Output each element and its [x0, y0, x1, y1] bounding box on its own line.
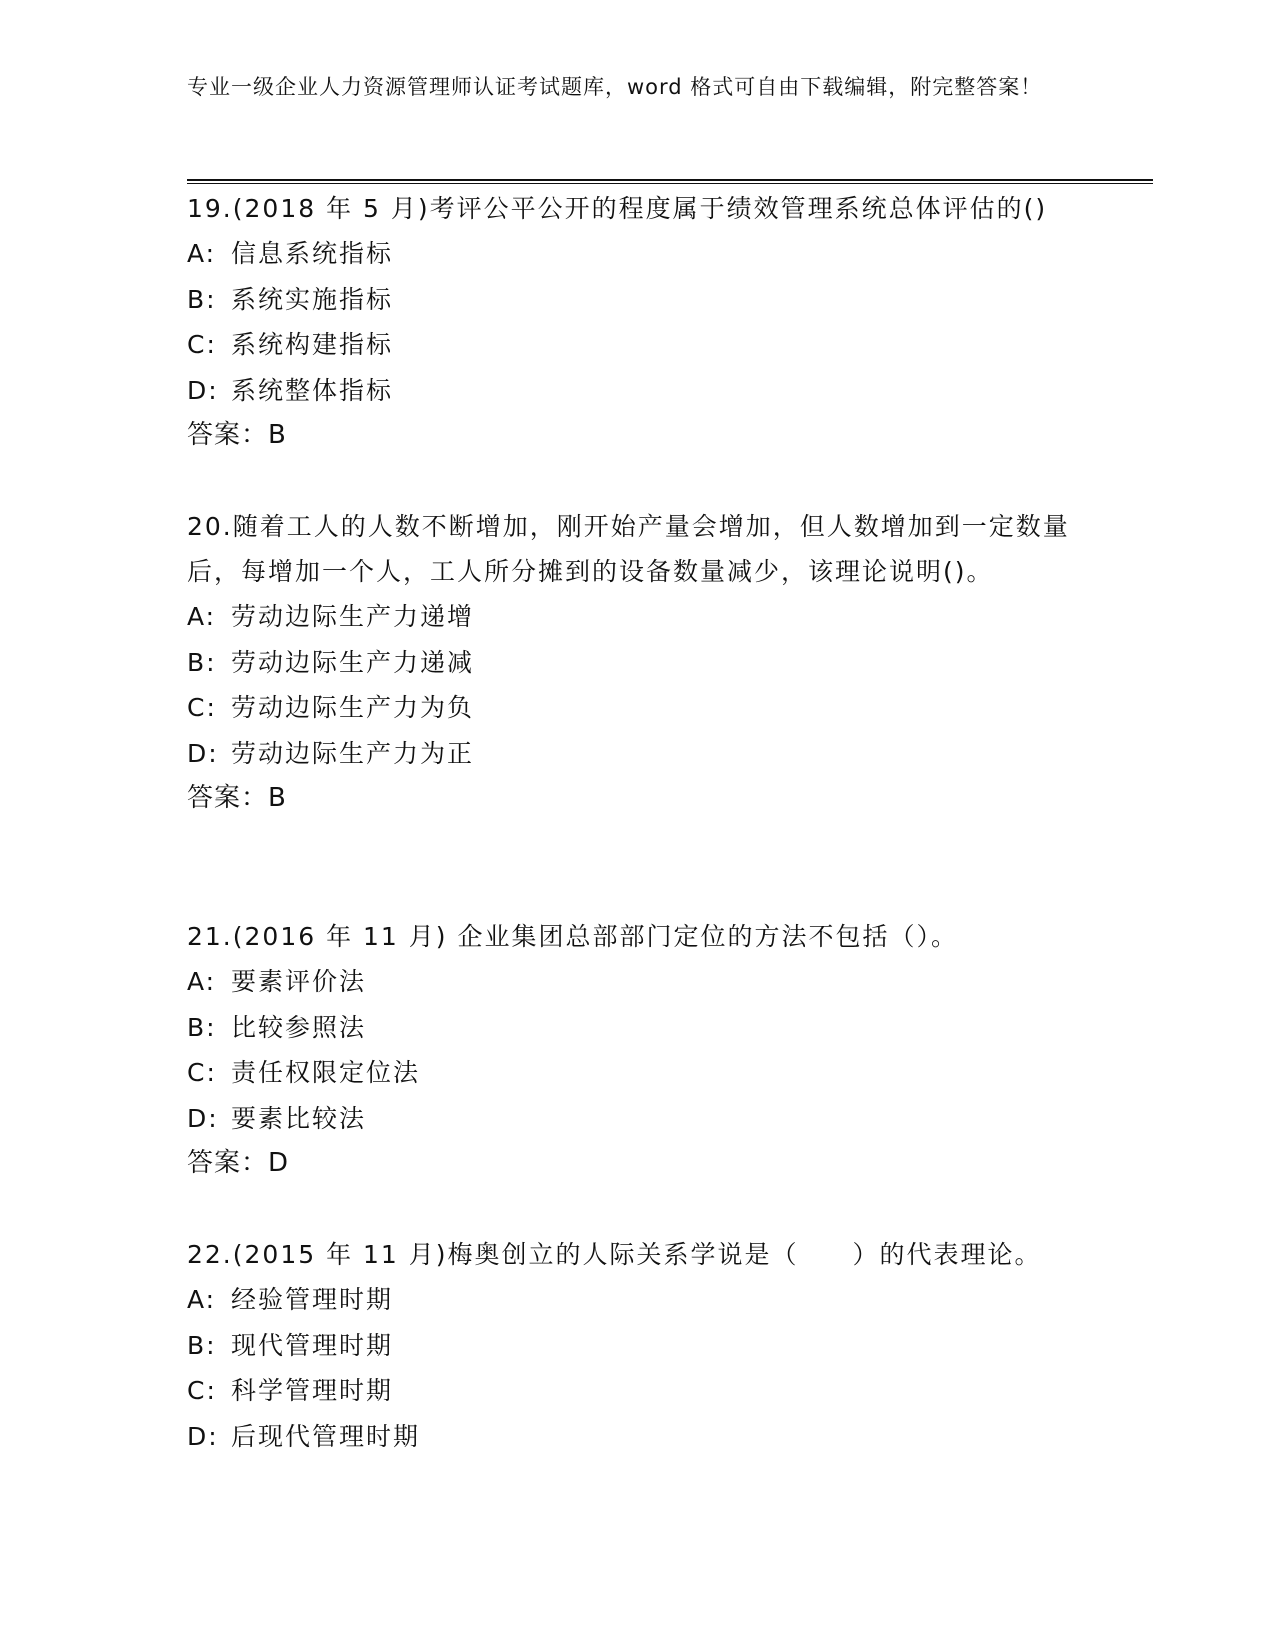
option-text: 劳动边际生产力为负 [231, 693, 475, 722]
question-21 [187, 914, 1087, 1186]
header-text: 专业一级企业人力资源管理师认证考试题库，word 格式可自由下载编辑，附完整答案！ [187, 75, 1043, 99]
question-22 [187, 1232, 1087, 1459]
option-text: 劳动边际生产力递减 [231, 647, 475, 677]
option-key: A: [187, 967, 217, 996]
option-key: A: [187, 1285, 217, 1314]
option-key: A: [187, 239, 217, 268]
answer-label: 答案：B [187, 420, 287, 450]
question-19 [187, 186, 1087, 458]
option-b [187, 277, 1087, 323]
option-text: 劳动边际生产力为正 [231, 738, 475, 768]
answer-label: 答案：B [187, 783, 287, 813]
option-key: B: [187, 284, 217, 314]
option-text: 后现代管理时期 [231, 1421, 421, 1451]
option-text: 经验管理时期 [231, 1285, 394, 1314]
option-text: 要素评价法 [231, 967, 367, 996]
option-b [187, 1005, 1087, 1051]
option-d [187, 1096, 1087, 1142]
option-text: 系统实施指标 [231, 284, 394, 314]
question-stem: 20.随着工人的人数不断增加，刚开始产量会增加，但人数增加到一定数量后，每增加一个人，工人所分摊到的设备数量减少，该理论说明()。 [187, 512, 1070, 586]
option-key: C: [187, 693, 217, 722]
option-text: 系统构建指标 [231, 330, 394, 359]
option-key: D: [187, 375, 219, 405]
option-c [187, 685, 1087, 731]
option-key: B: [187, 1012, 217, 1042]
answer-label: 答案：D [187, 1148, 290, 1178]
option-key: D: [187, 738, 219, 768]
option-text: 劳动边际生产力递增 [231, 602, 475, 631]
option-d [187, 368, 1087, 414]
question-20 [187, 504, 1087, 821]
question-stem: 22.(2015 年 11 月)梅奥创立的人际关系学说是（ ）的代表理论。 [187, 1240, 1042, 1269]
option-a [187, 959, 1087, 1005]
option-key: D: [187, 1103, 219, 1133]
option-a [187, 231, 1087, 277]
option-key: B: [187, 647, 217, 677]
option-c [187, 1050, 1087, 1096]
document-header [187, 72, 1067, 103]
option-text: 信息系统指标 [231, 239, 394, 268]
option-key: C: [187, 1376, 217, 1405]
option-c [187, 322, 1087, 368]
option-d [187, 1414, 1087, 1460]
option-text: 现代管理时期 [231, 1330, 394, 1360]
option-key: C: [187, 330, 217, 359]
option-a [187, 1277, 1087, 1323]
option-text: 责任权限定位法 [231, 1058, 421, 1087]
option-text: 系统整体指标 [231, 375, 394, 405]
option-b [187, 1323, 1087, 1369]
header-divider [187, 179, 1153, 184]
option-key: C: [187, 1058, 217, 1087]
option-key: B: [187, 1330, 217, 1360]
option-b [187, 640, 1087, 686]
question-stem: 19.(2018 年 5 月)考评公平公开的程度属于绩效管理系统总体评估的() [187, 194, 1048, 223]
question-stem: 21.(2016 年 11 月) 企业集团总部部门定位的方法不包括（）。 [187, 922, 958, 951]
option-text: 要素比较法 [231, 1103, 367, 1133]
option-d [187, 731, 1087, 777]
option-key: A: [187, 602, 217, 631]
option-c [187, 1368, 1087, 1414]
option-text: 比较参照法 [231, 1012, 367, 1042]
option-text: 科学管理时期 [231, 1376, 394, 1405]
option-key: D: [187, 1421, 219, 1451]
option-a [187, 594, 1087, 640]
